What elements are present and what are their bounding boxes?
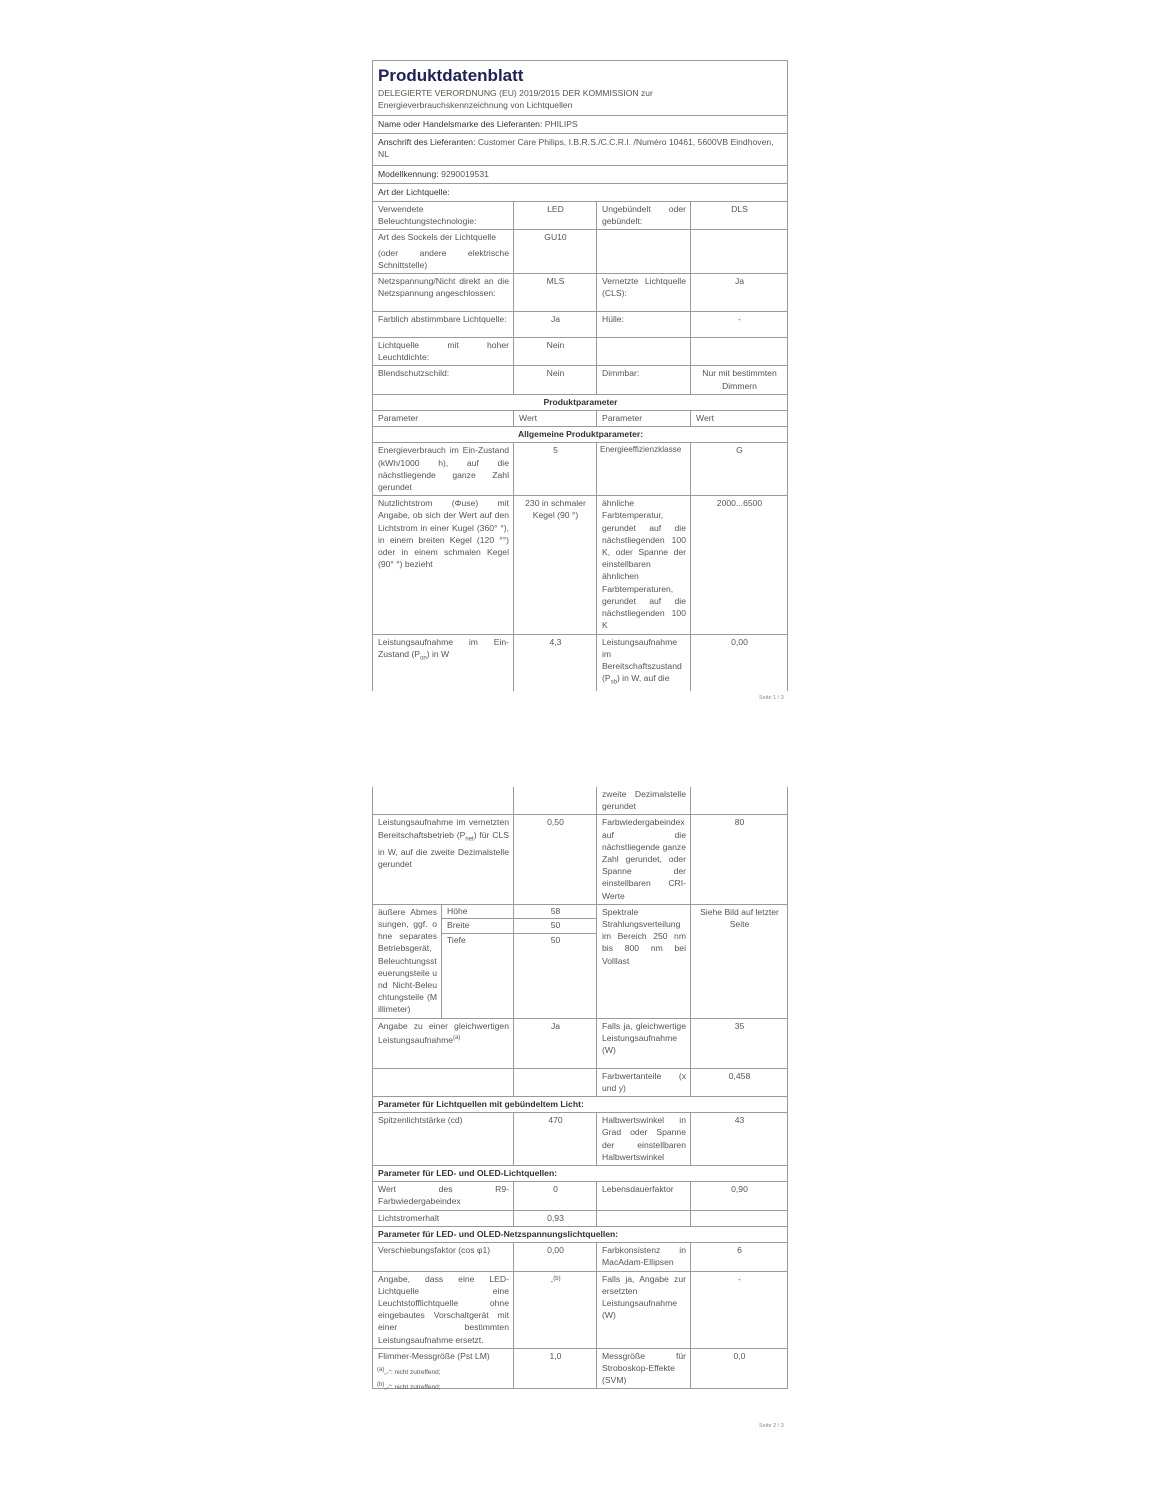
table-row <box>373 274 788 312</box>
param-value <box>691 230 788 274</box>
footnote-marker: (b) <box>377 1382 385 1389</box>
table-row <box>373 1068 788 1096</box>
param-value: 0,90 <box>691 1182 788 1210</box>
section-light-source-type: Art der Lichtquelle: <box>373 183 788 201</box>
table-row <box>373 1182 788 1210</box>
param-value: 0,93 <box>514 1210 597 1226</box>
table-row <box>373 496 788 634</box>
param-value: 80 <box>691 815 788 904</box>
param-label: Halbwertswinkel in Grad oder Spanne der einstellbaren Halbwertswinkel <box>597 1113 691 1166</box>
param-value: Ja <box>514 1018 597 1068</box>
param-label: Energieeffizienzklasse <box>597 443 691 496</box>
param-label: Leistungsaufnahme im Bereitschaftszustand (P <box>602 636 682 684</box>
param-label: Angabe zu einer gleichwertigen Leistungsaufnahme <box>378 1020 509 1045</box>
param-label: Angabe, dass eine LED-Lichtquelle eine Leuchtstofflichtquelle ohne eingebautes Vorschaltgerät mit einer bestimmten Leistungsaufnahme ersetzt. <box>373 1271 514 1348</box>
param-value: Nein <box>514 338 597 366</box>
section-general-parameters: Allgemeine Produktparameter: <box>373 427 788 443</box>
param-label: Dimmbar: <box>597 366 691 394</box>
param-label: Falls ja, gleichwertige Leistungsaufnahme (W) <box>597 1018 691 1068</box>
dimension-value: 58 <box>514 904 597 918</box>
table-row <box>373 1210 788 1226</box>
table-row <box>373 1243 788 1271</box>
param-value: 0,458 <box>691 1068 788 1096</box>
section-directional-parameters: Parameter für Lichtquellen mit gebündeltem Licht: <box>373 1097 788 1113</box>
table-row <box>373 1271 788 1348</box>
dimension-label: Breite <box>442 919 514 933</box>
footnote-text: „-“: nicht zutreffend; <box>384 1384 441 1392</box>
param-label: Vernetzte Lichtquelle (CLS): <box>597 274 691 312</box>
param-label: Spitzenlichtstärke (cd) <box>373 1113 514 1166</box>
datasheet-page-1 <box>372 60 787 691</box>
param-value: GU10 <box>514 230 597 274</box>
param-label: Lebensdauerfaktor <box>597 1182 691 1210</box>
param-value: Ja <box>514 312 597 338</box>
param-label <box>597 338 691 366</box>
param-label: Verwendete Beleuchtungstechnologie: <box>373 202 514 230</box>
param-value: 1,0 <box>514 1348 597 1389</box>
param-value: 0,00 <box>514 1243 597 1271</box>
param-label-end: ) für CLS in W, auf die zweite Dezimalstelle gerundet <box>378 829 509 869</box>
param-label-detail: (oder andere elektrische Schnittstelle) <box>378 247 509 270</box>
subscript: net <box>465 836 474 843</box>
dimension-value: 50 <box>514 919 597 933</box>
param-label: Leistungsaufnahme im vernetzten Bereitschaftsbetrieb (P <box>378 817 509 840</box>
page-number: Seite 1 / 3 <box>759 695 784 701</box>
param-value: 0,50 <box>514 815 597 904</box>
table-row <box>373 904 788 918</box>
param-value: MLS <box>514 274 597 312</box>
param-value: 470 <box>514 1113 597 1166</box>
param-value: G <box>691 443 788 496</box>
param-label-continued: zweite Dezimalstelle gerundet <box>597 787 691 815</box>
param-value: - <box>691 1271 788 1348</box>
param-value: Nein <box>514 366 597 394</box>
footnote-marker: (b) <box>553 1275 561 1282</box>
footnote-marker: (a) <box>453 1034 461 1041</box>
param-label: Hülle: <box>597 312 691 338</box>
param-label: Netzspannung/Nicht direkt an die Netzspannung angeschlossen: <box>373 274 514 312</box>
footnote <box>377 1364 441 1379</box>
table-row <box>373 1018 788 1068</box>
subscript: on <box>420 655 427 662</box>
document-title: Produktdatenblatt <box>378 66 524 85</box>
document-subtitle: DELEGIERTE VERORDNUNG (EU) 2019/2015 DER KOMMISSION zur Energieverbrauchskennzeichnung von Lichtquellen <box>378 88 653 110</box>
datasheet-table-page-2 <box>372 787 788 1392</box>
param-label: Wert des R9-Farbwiedergabeindex <box>373 1182 514 1210</box>
supplier-address-value: Customer Care Philips, I.B.R.S./C.C.R.I. /Numéro 10461, 5600VB Eindhoven, NL <box>378 137 774 160</box>
page-number: Seite 2 / 3 <box>759 1423 784 1429</box>
param-label: Art des Sockels der Lichtquelle <box>378 232 496 243</box>
table-row <box>373 202 788 230</box>
param-label: Lichtquelle mit hoher Leuchtdichte: <box>373 338 514 366</box>
section-led-parameters: Parameter für LED- und OLED-Lichtquellen: <box>373 1166 788 1182</box>
section-product-parameters: Produktparameter <box>373 394 788 410</box>
dimension-value: 50 <box>514 933 597 1018</box>
param-value: 35 <box>691 1018 788 1068</box>
supplier-name-value: PHILIPS <box>544 119 578 129</box>
datasheet-table-page-1 <box>372 60 788 691</box>
param-label: Energieverbrauch im Ein-Zustand (kWh/1000 h), auf die nächstliegende ganze Zahl gerundet <box>373 443 514 496</box>
param-label-end: ) in W <box>426 648 450 659</box>
param-value: 4,3 <box>514 634 597 691</box>
param-label: ähnliche Farbtemperatur, gerundet auf die nächstliegenden 100 K, oder Spanne der einstellbaren ähnlichen Farbtemperaturen, gerundet auf die nächstliegenden 100 K <box>597 496 691 634</box>
table-row <box>373 312 788 338</box>
column-header: Wert <box>514 411 597 427</box>
param-value: 0,0 <box>691 1348 788 1389</box>
param-label: Blendschutzschild: <box>373 366 514 394</box>
footnotes <box>377 1364 441 1394</box>
table-row <box>373 634 788 691</box>
table-row <box>373 1113 788 1166</box>
param-value: 0,00 <box>691 634 788 691</box>
datasheet-page-2 <box>372 787 787 1392</box>
param-value: - <box>550 1275 554 1286</box>
table-row <box>373 443 788 496</box>
param-label: Messgröße für Stroboskop-Effekte (SVM) <box>597 1348 691 1389</box>
param-value: 2000...6500 <box>691 496 788 634</box>
column-header-row <box>373 411 788 427</box>
param-value: - <box>691 312 788 338</box>
param-label: Verschiebungsfaktor (cos φ1) <box>373 1243 514 1271</box>
section-mains-led-parameters: Parameter für LED- und OLED-Netzspannungslichtquellen: <box>373 1226 788 1242</box>
model-value: 9290019531 <box>441 168 489 179</box>
footnote <box>377 1379 441 1394</box>
footnote-text: „-“: nicht zutreffend; <box>384 1369 441 1377</box>
param-label: Flimmer-Messgröße (Pst LM) <box>373 1348 514 1389</box>
param-value: 0 <box>514 1182 597 1210</box>
param-label: Farbwertanteile (x und y) <box>597 1068 691 1096</box>
supplier-address-label: Anschrift des Lieferanten: <box>378 137 476 148</box>
param-value: DLS <box>691 202 788 230</box>
param-label: Spektrale Strahlungsverteilung im Bereich 250 nm bis 800 nm bei Volllast <box>597 904 691 1018</box>
param-value: Nur mit bestimmten Dimmern <box>691 366 788 394</box>
param-label: Nutzlichtstrom (Φuse) mit Angabe, ob sich der Wert auf den Lichtstrom in einer Kugel (360° °), in einem breiten Kegel (120 °°) oder in einem schmalen Kegel (90° °) bezieht <box>373 496 514 634</box>
footnote-marker: (a) <box>377 1367 385 1373</box>
param-label-end: ) in W, auf die <box>616 673 670 684</box>
param-value: LED <box>514 202 597 230</box>
subscript: sb <box>610 679 617 686</box>
table-row <box>373 787 788 815</box>
model-label: Modellkennung: <box>378 168 439 179</box>
column-header: Wert <box>691 411 788 427</box>
param-value: 230 in schmaler Kegel (90 °) <box>514 496 597 634</box>
param-value: Ja <box>691 274 788 312</box>
param-value: 6 <box>691 1243 788 1271</box>
param-label: Farbwiedergabeindex auf die nächstliegende ganze Zahl gerundet, oder Spanne der einstellbaren CRI-Werte <box>597 815 691 904</box>
dimension-label: Tiefe <box>442 933 514 1018</box>
param-label <box>597 230 691 274</box>
param-label: äußere Abmessungen, ggf. ohne separates Betriebsgerät, Beleuchtungssteuerungsteile und Nicht-Beleuchtungsteile (Millimeter) <box>373 904 442 1018</box>
param-label: Ungebündelt oder gebündelt: <box>597 202 691 230</box>
table-row <box>373 338 788 366</box>
param-value: 43 <box>691 1113 788 1166</box>
table-row <box>373 230 788 274</box>
param-label: Leistungsaufnahme im Ein-Zustand (P <box>378 636 509 659</box>
table-row <box>373 366 788 394</box>
param-label: Lichtstromerhalt <box>373 1210 514 1226</box>
column-header: Parameter <box>597 411 691 427</box>
supplier-name-label: Name oder Handelsmarke des Lieferanten: <box>378 119 543 129</box>
param-label: Farblich abstimmbare Lichtquelle: <box>373 312 514 338</box>
param-label: Farbkonsistenz in MacAdam-Ellipsen <box>597 1243 691 1271</box>
column-header: Parameter <box>373 411 514 427</box>
param-value <box>691 338 788 366</box>
param-value: Siehe Bild auf letzter Seite <box>691 904 788 1018</box>
dimension-label: Höhe <box>442 904 514 918</box>
table-row <box>373 815 788 904</box>
param-label: Falls ja, Angabe zur ersetzten Leistungsaufnahme (W) <box>597 1271 691 1348</box>
param-value: 5 <box>514 443 597 496</box>
